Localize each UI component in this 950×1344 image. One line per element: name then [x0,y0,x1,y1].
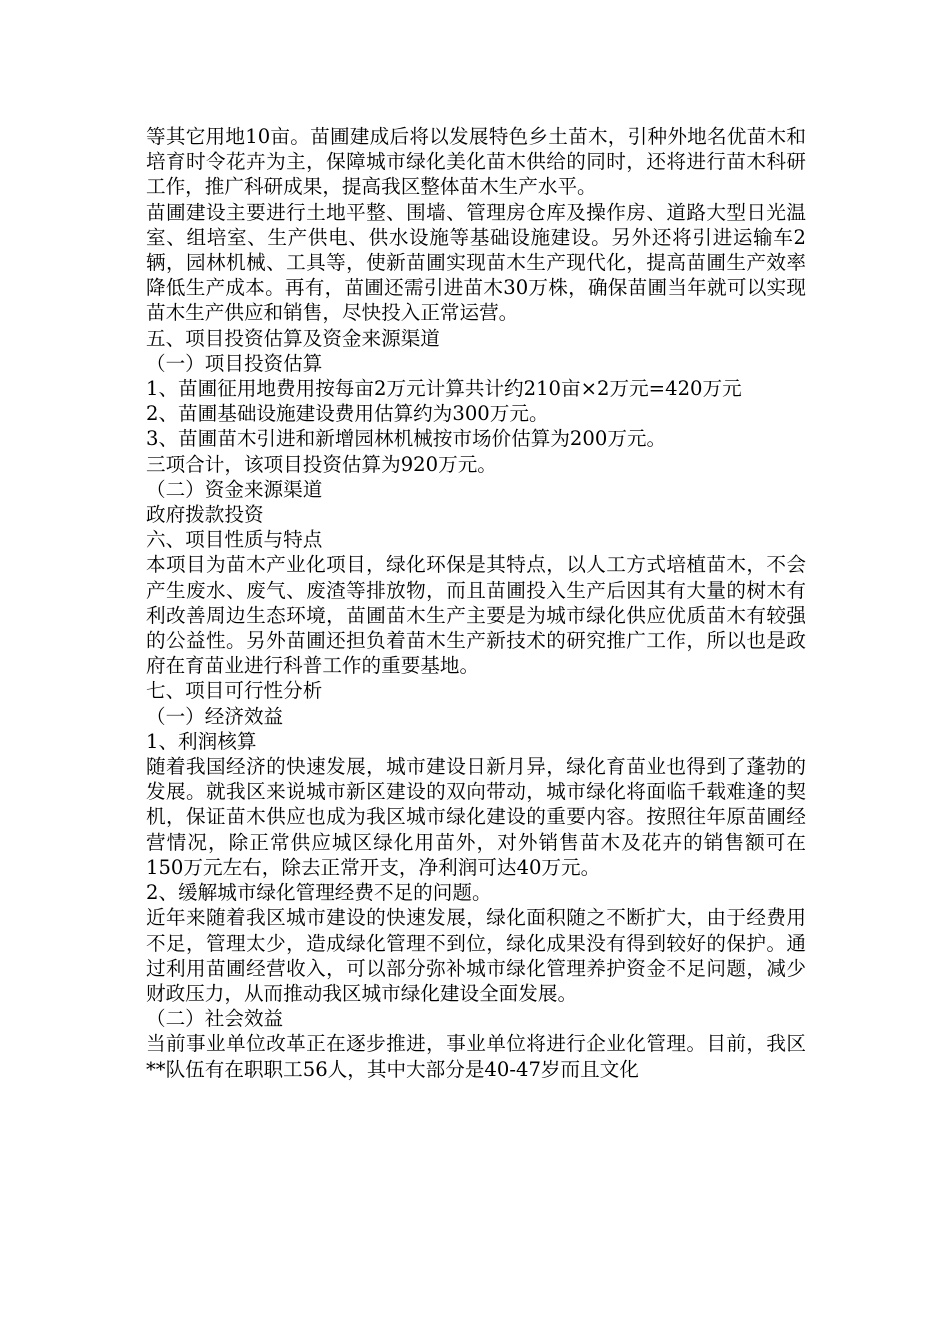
subheading-investment-estimate: （一）项目投资估算 [146,351,323,375]
paragraph-profit: 随着我国经济的快速发展，城市建设日新月异，绿化育苗业也得到了蓬勃的发展。就我区来说城市新区建设的双向带动，城市绿化将面临千载难逢的契机，保证苗木供应也成为我区城市绿化建设的重要内容。按照往年原苗圃经营情况，除正常供应城区绿化用苗外，对外销售苗木及花卉的销售额可在150万元左右，除去正常开支，净利润可达40万元。 [146,755,806,879]
list-item-profit: 1、利润核算 [146,729,257,753]
paragraph-construction: 苗圃建设主要进行土地平整、围墙、管理房仓库及操作房、道路大型日光温室、组培室、生产供电、供水设施等基础设施建设。另外还将引进运输车2辆，园林机械、工具等，使新苗圃实现苗木生产现代化，提高苗圃生产效率降低生产成本。再有，苗圃还需引进苗木30万株，确保苗圃当年就可以实现苗木生产供应和销售，尽快投入正常运营。 [146,200,806,325]
paragraph-nature: 本项目为苗木产业化项目，绿化环保是其特点，以人工方式培植苗木，不会产生废水、废气、废渣等排放物，而且苗圃投入生产后因其有大量的树木有利改善周边生态环境，苗圃苗木生产主要是为城市绿化供应优质苗木有较强的公益性。另外苗圃还担负着苗木生产新技术的研究推广工作，所以也是政府在育苗业进行科普工作的重要基地。 [146,553,806,678]
subheading-economic-benefit: （一）经济效益 [146,704,284,728]
heading-section-5: 五、项目投资估算及资金来源渠道 [146,326,440,350]
list-item-land-cost: 1、苗圃征用地费用按每亩2万元计算共计约210亩×2万元=420万元 [146,377,742,401]
heading-section-7: 七、项目可行性分析 [146,679,323,703]
list-item-funding-shortage: 2、缓解城市绿化管理经费不足的问题。 [146,881,492,905]
list-item-machinery-cost: 3、苗圃苗木引进和新增园林机械按市场价估算为200万元。 [146,427,667,451]
paragraph-land-use: 等其它用地10亩。苗圃建成后将以发展特色乡土苗木，引种外地名优苗木和培育时令花卉为主，保障城市绿化美化苗木供给的同时，还将进行苗木科研工作，推广科研成果，提高我区整体苗木生产水平。 [146,125,806,199]
subheading-funding-source: （二）资金来源渠道 [146,477,323,501]
paragraph-social-benefit: 当前事业单位改革正在逐步推进，事业单位将进行企业化管理。目前，我区**队伍有在职职工56人，其中大部分是40-47岁而且文化 [146,1032,806,1081]
subheading-social-benefit: （二）社会效益 [146,1007,284,1031]
document-page [146,124,806,1082]
heading-section-6: 六、项目性质与特点 [146,528,323,552]
paragraph-funding: 政府拨款投资 [146,503,264,527]
paragraph-total: 三项合计，该项目投资估算为920万元。 [146,452,497,476]
paragraph-funding-shortage: 近年来随着我区城市建设的快速发展，绿化面积随之不断扩大，由于经费用不足，管理太少，造成绿化管理不到位，绿化成果没有得到较好的保护。通过利用苗圃经营收入，可以部分弥补城市绿化管理养护资金不足问题，减少财政压力，从而推动我区城市绿化建设全面发展。 [146,906,806,1005]
list-item-infrastructure-cost: 2、苗圃基础设施建设费用估算约为300万元。 [146,402,549,426]
